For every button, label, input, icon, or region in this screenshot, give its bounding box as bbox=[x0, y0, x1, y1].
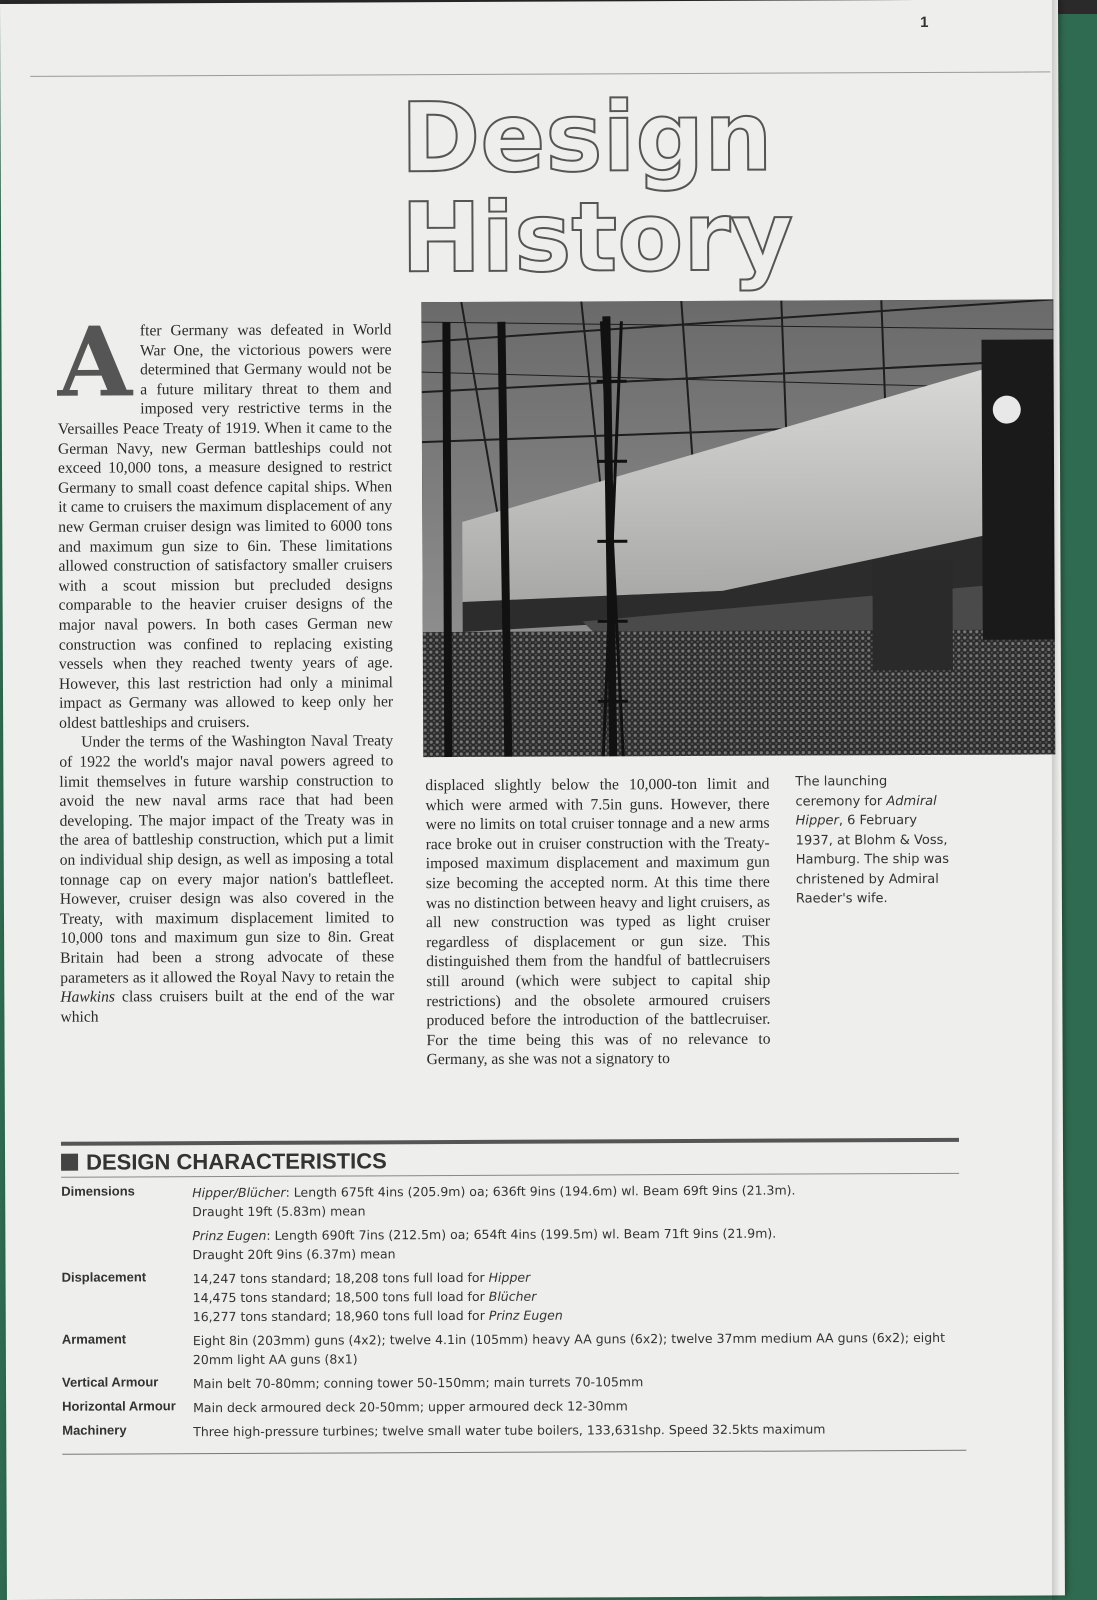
design-bottom-rule bbox=[62, 1450, 966, 1455]
value-displacement bbox=[193, 1266, 962, 1326]
row-armament bbox=[62, 1328, 962, 1370]
paragraph-2-text-b: class cruisers built at the end of the war which bbox=[60, 987, 395, 1026]
disp2-ship: Blücher bbox=[488, 1288, 537, 1304]
paragraph-1 bbox=[57, 305, 394, 733]
disp2-text: 14,475 tons standard; 18,500 tons full load for bbox=[192, 1288, 485, 1306]
page-edge-shadow bbox=[1052, 0, 1060, 1600]
dim2-ship: Prinz Eugen bbox=[192, 1227, 267, 1244]
value-horizontal-armour: Main deck armoured deck 20-50mm; upper armoured deck 12-30mm bbox=[193, 1398, 628, 1416]
square-bullet-icon bbox=[61, 1154, 78, 1171]
caption-text-b: , 6 February 1937, at Blohm & Voss, Hamburg. The ship was christened by Admiral Raeder's wife. bbox=[795, 813, 950, 907]
chapter-title bbox=[400, 80, 801, 295]
disp3-ship: Prinz Eugen bbox=[488, 1307, 563, 1323]
disp3-text: 16,277 tons standard; 18,960 tons full load for bbox=[192, 1307, 485, 1325]
row-horizontal-armour bbox=[62, 1395, 962, 1418]
dim1-draught: Draught 19ft (5.83m) mean bbox=[192, 1203, 366, 1220]
value-dimensions bbox=[192, 1180, 961, 1264]
dim2-draught: Draught 20ft 9ins (6.37m) mean bbox=[192, 1246, 396, 1263]
label-machinery: Machinery bbox=[62, 1422, 127, 1438]
photo-caption bbox=[795, 772, 956, 909]
design-heading-text: DESIGN CHARACTERISTICS bbox=[85, 1148, 387, 1175]
label-displacement: Displacement bbox=[61, 1269, 147, 1285]
drop-cap: A bbox=[57, 305, 133, 419]
paragraph-2 bbox=[59, 732, 394, 1027]
page-number: 1 bbox=[920, 13, 929, 31]
paragraph-1-text: fter Germany was defeated in World War One, the victorious powers were determined that Germany would not be a future military threat to them and imposed very restrictive terms in the Versailles Peace Treaty of 1919. When it came to the German Navy, new German battleships could not exceed 10,000 tons, a measure designed to restrict Germany to small coast defence capital ships. When it came to cruisers the maximum displacement of any new German cruiser design was limited to 6000 tons and maximum gun size to 6in. These limitations allowed construction of satisfactory smaller cruisers with a scout mission but precluded designs comparable to the heavier cruiser designs of the major naval powers. In both cases German new construction was confined to replacing existing vessels when they reached twenty years of age. However, this last restriction had only a minimal impact as Germany was allowed to keep only her oldest battleships and cruisers. bbox=[57, 321, 394, 732]
value-vertical-armour: Main belt 70-80mm; conning tower 50-150mm; main turrets 70-105mm bbox=[192, 1374, 644, 1392]
armament-line-2: 20mm light AA guns (8x1) bbox=[192, 1351, 358, 1368]
ship-launch-illustration bbox=[421, 299, 1055, 757]
body-column-2 bbox=[425, 775, 770, 1070]
disp1-ship: Hipper bbox=[488, 1269, 531, 1285]
dim1-ship: Hipper/Blücher bbox=[192, 1184, 286, 1201]
design-characteristics-table bbox=[61, 1180, 962, 1447]
row-vertical-armour bbox=[62, 1371, 962, 1394]
title-line-2: History bbox=[400, 180, 794, 295]
row-displacement bbox=[62, 1266, 962, 1327]
row-machinery bbox=[62, 1419, 962, 1442]
design-section-rule bbox=[61, 1138, 959, 1146]
dim1-text: : Length 675ft 4ins (205.9m) oa; 636ft 9ins (194.6m) wl. Beam 69ft 9ins (21.3m). bbox=[285, 1182, 796, 1200]
paragraph-3: displaced slightly below the 10,000-ton limit and which were armed with 7.5in guns. However, there were no limits on total cruiser tonnage and a new arms race broke out in cruiser construction with the Treaty-imposed maximum displacement and maximum gun size becoming the accepted norm. At this time there was no distinction between heavy and light cruisers, as all new construction was typed as light cruiser regardless of displacement or gun size. This distinguished them from the handful of battlecruisers still around (which were subject to capital ship restrictions) and the obsolete armoured cruisers produced before the introduction of the battlecruiser. For the time being this was of no relevance to Germany, as she was not a signatory to bbox=[425, 775, 771, 1069]
title-line-1: Design bbox=[400, 80, 773, 195]
label-armament: Armament bbox=[61, 1331, 127, 1347]
paragraph-2-text-a: Under the terms of the Washington Naval Treaty of 1922 the world's major naval powers agreed to limit themselves in future warship construction to avoid the new naval arms race that had been developing. The major impact of the Treaty was in the area of battleship construction, which put a limit on individual ship design, as well as imposing a total tonnage cap on every major nation's battlefleet. However, cruiser design was also covered in the Treaty, with maximum displacement limited to 10,000 tons and maximum gun size to 8in. Great Britain had been a strong advocate of these parameters as it allowed the Royal Navy to retain the bbox=[59, 732, 395, 987]
disp1-text: 14,247 tons standard; 18,208 tons full load for bbox=[192, 1269, 485, 1287]
armament-line-1: Eight 8in (203mm) guns (4x2); twelve 4.1in (105mm) heavy AA guns (6x2); twelve 37mm medium AA guns (6x2); eight bbox=[192, 1329, 946, 1349]
row-dimensions bbox=[61, 1180, 961, 1265]
value-machinery: Three high-pressure turbines; twelve small water tube boilers, 133,631shp. Speed 32.5kts maximum bbox=[193, 1421, 826, 1440]
design-heading bbox=[61, 1148, 387, 1175]
ship-class-name: Hawkins bbox=[60, 988, 115, 1006]
dim2-text: : Length 690ft 7ins (212.5m) oa; 654ft 4ins (199.5m) wl. Beam 71ft 9ins (21.9m). bbox=[266, 1225, 777, 1243]
launching-photo bbox=[421, 299, 1055, 757]
header-rule bbox=[30, 71, 1050, 76]
body-column-1 bbox=[57, 305, 395, 1027]
label-vertical-armour: Vertical Armour bbox=[61, 1374, 159, 1390]
caption-ship-name: Admiral Hipper bbox=[795, 793, 937, 829]
caption-text-a: The launching ceremony for bbox=[795, 774, 888, 810]
value-armament bbox=[193, 1328, 962, 1369]
label-dimensions: Dimensions bbox=[61, 1183, 135, 1199]
label-horizontal-armour: Horizontal Armour bbox=[62, 1398, 176, 1414]
